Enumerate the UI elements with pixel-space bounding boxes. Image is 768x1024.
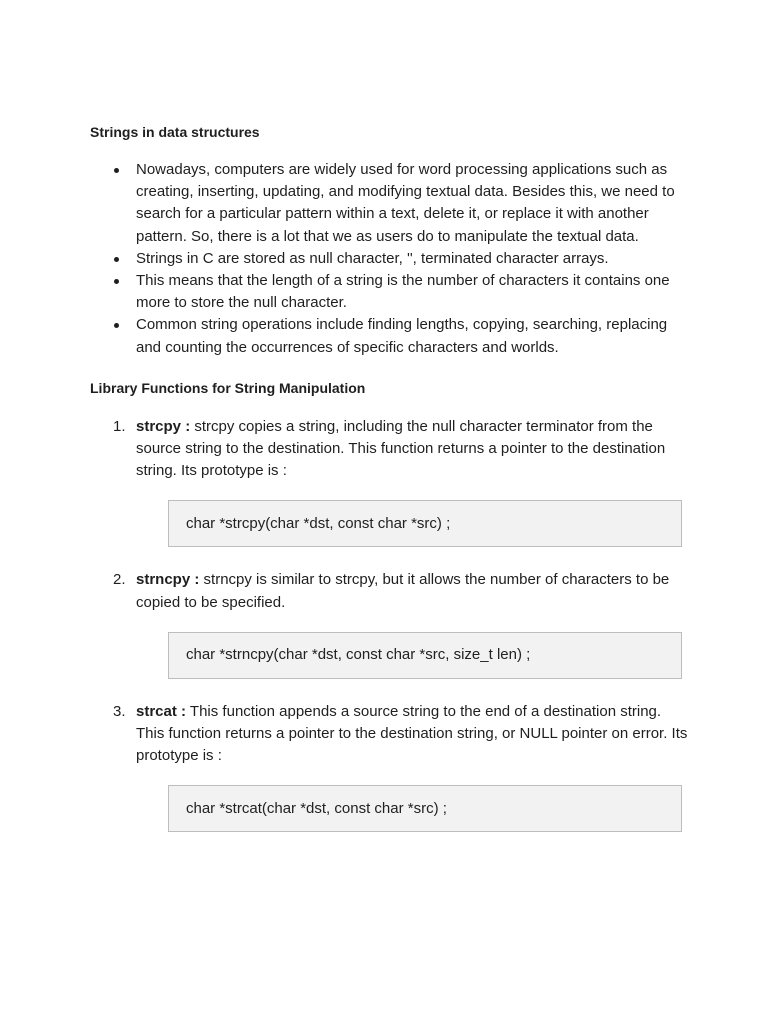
function-item-strncpy <box>90 569 700 678</box>
section-heading-library-functions: Library Functions for String Manipulation <box>90 379 366 396</box>
function-term: strcat : <box>136 702 187 720</box>
bullet-icon <box>114 168 119 173</box>
bullet-icon <box>114 323 119 328</box>
list-item-text: This means that the length of a string is the number of characters it contains one more to store the null character. <box>136 272 670 312</box>
list-item-text: Strings in C are stored as null character, '', terminated character arrays. <box>136 249 609 267</box>
code-text: char *strcpy(char *dst, const char *src) ; <box>186 514 451 532</box>
bullet-icon <box>114 257 119 262</box>
function-term: strcpy : <box>136 417 191 435</box>
function-item-strcat <box>90 701 700 833</box>
function-description: This function appends a source string to the end of a destination string. This function returns a pointer to the destination string, or NULL pointer on error. Its prototype is : <box>136 702 688 765</box>
code-block <box>168 632 682 679</box>
item-number: 2. <box>113 571 126 589</box>
list-item <box>90 270 700 314</box>
code-block <box>168 785 682 832</box>
code-text: char *strcat(char *dst, const char *src) ; <box>186 799 447 817</box>
bullet-list <box>90 159 700 359</box>
list-item <box>90 314 700 358</box>
code-block <box>168 500 682 547</box>
section-heading-strings: Strings in data structures <box>90 124 260 140</box>
code-text: char *strncpy(char *dst, const char *src, size_t len) ; <box>186 646 531 664</box>
list-item-text: Common string operations include finding lengths, copying, searching, replacing and counting the occurrences of specific characters and worlds. <box>136 316 668 356</box>
list-item <box>90 248 700 270</box>
document-page <box>90 120 700 854</box>
list-item <box>90 159 700 248</box>
item-number: 3. <box>113 702 126 720</box>
function-term: strncpy : <box>136 571 200 589</box>
function-item-strcpy <box>90 416 700 548</box>
item-number: 1. <box>113 417 126 435</box>
function-description: strcpy copies a string, including the null character terminator from the source string to the destination. This function returns a pointer to the destination string. Its prototype is : <box>136 417 666 480</box>
function-list <box>90 416 700 833</box>
bullet-icon <box>114 279 119 284</box>
list-item-text: Nowadays, computers are widely used for word processing applications such as creating, inserting, updating, and modifying textual data. Besides this, we need to search for a particular pattern within a text, delete it, or replace it with another pattern. So, there is a lot that we as users do to manipulate the textual data. <box>136 161 675 245</box>
function-description: strncpy is similar to strcpy, but it allows the number of characters to be copied to be specified. <box>136 571 670 611</box>
